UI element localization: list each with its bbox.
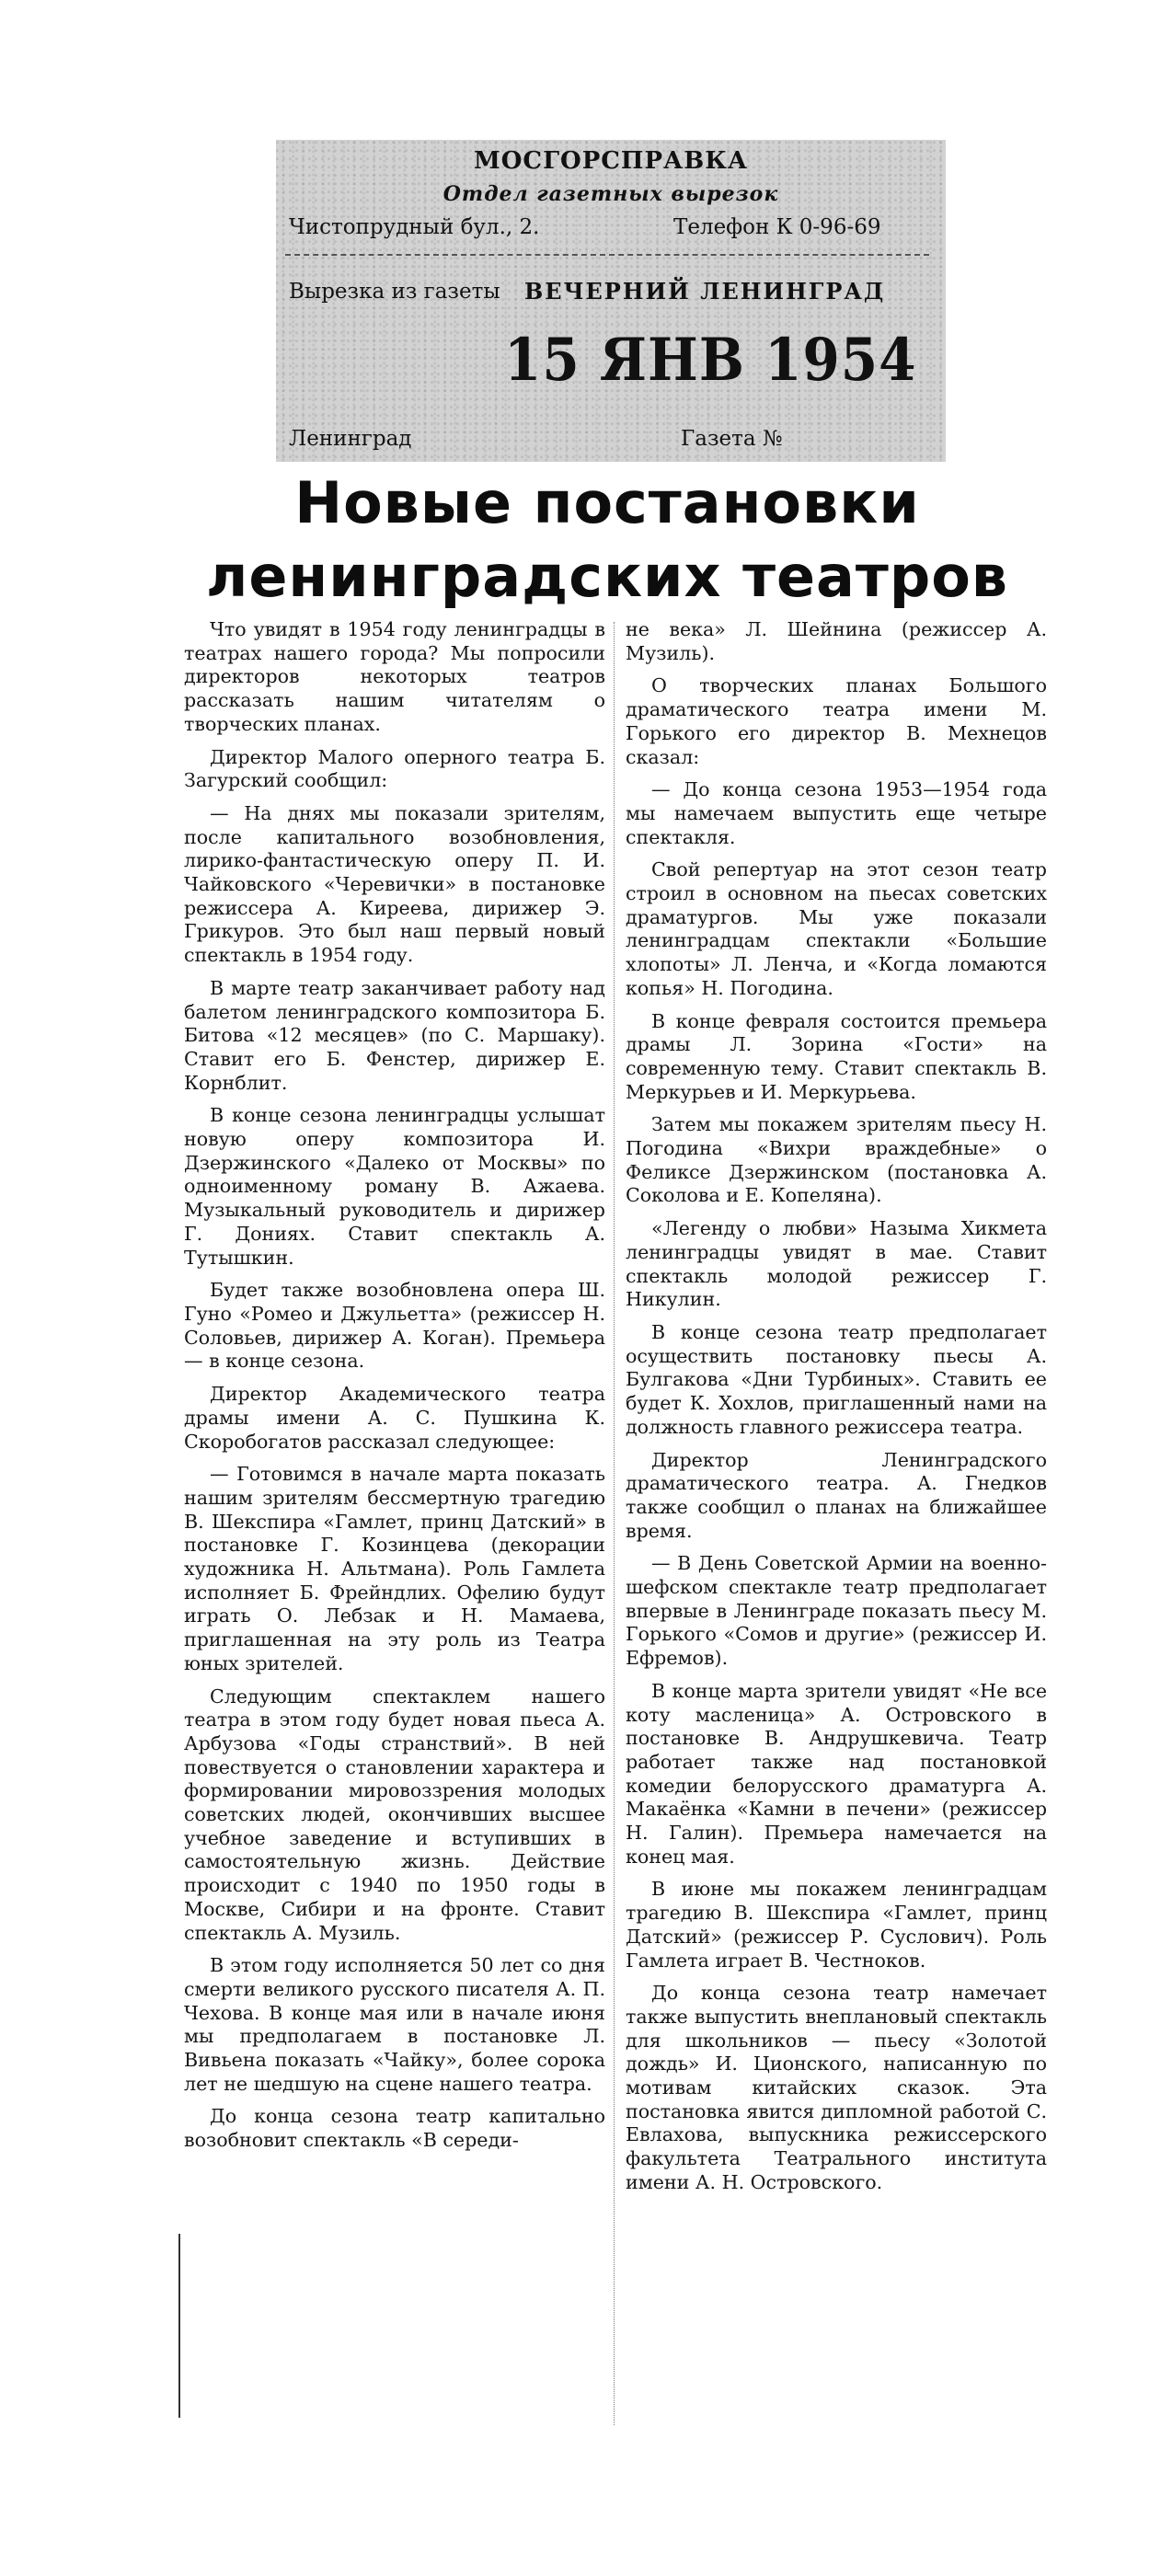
article-paragraph: В июне мы покажем ленинградцам трагедию В. Шекспира «Гамлет, принц Датский» (режиссер Р. Суслович). Роль Гамлета играет В. Честноков. xyxy=(626,1878,1047,1972)
article-paragraph: Затем мы покажем зрителям пьесу Н. Погодина «Вихри враждебные» о Феликсе Дзержинском (постановка А. Соколова и Е. Копелянa). xyxy=(626,1113,1047,1207)
article-paragraph: В конце сезона театр предполагает осуществить постановку пьесы А. Булгакова «Дни Турбиных». Ставить ее будет К. Хохлов, приглашенный нами на должность главного режиссера театра. xyxy=(626,1320,1047,1438)
clipping-stamp xyxy=(276,140,946,462)
article-paragraph: В марте театр заканчивает работу над балетом ленинградского композитора Б. Битова «12 месяцев» (по С. Маршаку). Ставит его Б. Фенстер, дирижер Е. Корнблит. xyxy=(184,976,605,1094)
article-paragraph: Следующим спектаклем нашего театра в этом году будет новая пьеса А. Арбузова «Годы странствий». В ней повествуется о становлении характера и формировании мировоззрения молодых советских людей, окончивших высшее учебное заведение и вступивших в самостоятельную жизнь. Действие происходит с 1940 по 1950 годы в Москве, Сибири и на фронте. Ставит спектакль А. Музиль. xyxy=(184,1685,605,1944)
stamp-date: 15 ЯНВ 1954 xyxy=(504,325,917,395)
article-paragraph: Будет также возобновлена опера Ш. Гуно «Ромео и Джульетта» (режиссер Н. Соловьев, дирижер А. Коган). Премьера — в конце сезона. xyxy=(184,1279,605,1373)
article-paragraph: В конце февраля состоится премьера драмы Л. Зорина «Гости» на современную тему. Ставит спектакль В. Меркурьев и И. Меркурьева. xyxy=(626,1009,1047,1103)
stamp-paper-number: Газета № xyxy=(681,427,783,451)
article-paragraph: О творческих планах Большого драматического театра имени М. Горького его директор В. Мехнецов сказал: xyxy=(626,674,1047,768)
article-paragraph: — Готовимся в начале марта показать нашим зрителям бессмертную трагедию В. Шекспира «Гамлет, принц Датский» в постановке Г. Козинцева (декорации художника Н. Альтмана). Роль Гамлета исполняет Б. Фрейндлих. Офелию будут играть О. Лебзак и Н. Мамаева, приглашенная на эту роль из Театра юных зрителей. xyxy=(184,1463,605,1674)
stamp-newspaper-name: ВЕЧЕРНИЙ ЛЕНИНГРАД xyxy=(524,278,886,305)
article-paragraph: Директор Малого оперного театра Б. Загурский сообщил: xyxy=(184,745,605,792)
article-paragraph-continuation: не века» Л. Шейнина (режиссер А. Музиль). xyxy=(626,618,1047,664)
column-divider xyxy=(614,622,615,2425)
headline-line-2: ленинградских театров xyxy=(205,543,1009,610)
margin-mark xyxy=(178,2234,180,2418)
article-paragraph: «Легенду о любви» Назыма Хикмета ленинградцы увидят в мае. Ставит спектакль молодой режиссер Г. Никулин. xyxy=(626,1217,1047,1311)
article-right-column xyxy=(626,618,1047,2204)
article-paragraph: В конце сезона ленинградцы услышат новую оперу композитора И. Дзержинского «Далеко от Москвы» по одноименному роману В. Ажаева. Музыкальный руководитель и дирижер Г. Донияx. Ставит спектакль А. Тутышкин. xyxy=(184,1104,605,1269)
stamp-city: Ленинград xyxy=(289,427,412,451)
article-paragraph: Свой репертуар на этот сезон театр строил в основном на пьесах советских драматургов. Мы уже показали ленинградцам спектакли «Большие хлопоты» Л. Ленча, и «Когда ломаются копья» Н. Погодина. xyxy=(626,858,1047,999)
article-paragraph: Что увидят в 1954 году ленинградцы в театрах нашего города? Мы попросили директоров некоторых театров рассказать нашим читателям о творческих планах. xyxy=(184,618,605,735)
stamp-phone: Телефон К 0-96-69 xyxy=(673,215,881,239)
stamp-clipping-label: Вырезка из газеты xyxy=(289,280,500,304)
article-paragraph: В конце марта зрители увидят «Не все коту масленица» А. Островского в постановке В. Андрушкевича. Театр работает также над постановкой комедии белорусского драматурга А. Макаёнка «Камни в печени» (режиссер Н. Галин). Премьера намечается на конец мая. xyxy=(626,1679,1047,1868)
article-left-column xyxy=(184,618,605,2162)
article-paragraph: — В День Советской Армии на военно-шефском спектакле театр предполагает впервые в Ленинграде показать пьесу М. Горького «Сомов и другие» (режиссер И. Ефремов). xyxy=(626,1552,1047,1670)
article-paragraph: До конца сезона театр намечает также выпустить внеплановый спектакль для школьников — пьесу «Золотой дождь» И. Ционского, написанную по мотивам китайских сказок. Эта постановка явится дипломной работой С. Евлахова, выпускника режиссерского факультета Театрального института имени А. Н. Островского. xyxy=(626,1982,1047,2193)
article-paragraph: В этом году исполняется 50 лет со дня смерти великого русского писателя А. П. Чехова. В конце мая или в начале июня мы предполагаем в постановке Л. Вивьена показать «Чайку», более сорока лет не шедшую на сцене нашего театра. xyxy=(184,1954,605,2095)
article-paragraph: — На днях мы показали зрителям, после капитального возобновления, лирико-фантастическую оперу П. И. Чайковского «Черевички» в постановке режиссера А. Киреева, дирижер Э. Грикуров. Это был наш первый новый спектакль в 1954 году. xyxy=(184,801,605,967)
article-paragraph: Директор Ленинградского драматического театра. А. Гнедков также сообщил о планах на ближайшее время. xyxy=(626,1448,1047,1542)
article-paragraph: Директор Академического театра драмы имени А. С. Пушкина К. Скоробогатов рассказал следующее: xyxy=(184,1383,605,1453)
stamp-divider xyxy=(285,254,929,256)
stamp-address: Чистопрудный бул., 2. xyxy=(289,215,540,239)
article-paragraph: До конца сезона театр капитально возобновит спектакль «В середи- xyxy=(184,2105,605,2152)
stamp-department: Отдел газетных вырезок xyxy=(443,182,779,206)
article-paragraph: — До конца сезона 1953—1954 года мы намечаем выпустить еще четыре спектакля. xyxy=(626,778,1047,848)
stamp-organization: МОСГОРСПРАВКА xyxy=(473,147,749,175)
headline-line-1: Новые постановки xyxy=(294,469,920,536)
